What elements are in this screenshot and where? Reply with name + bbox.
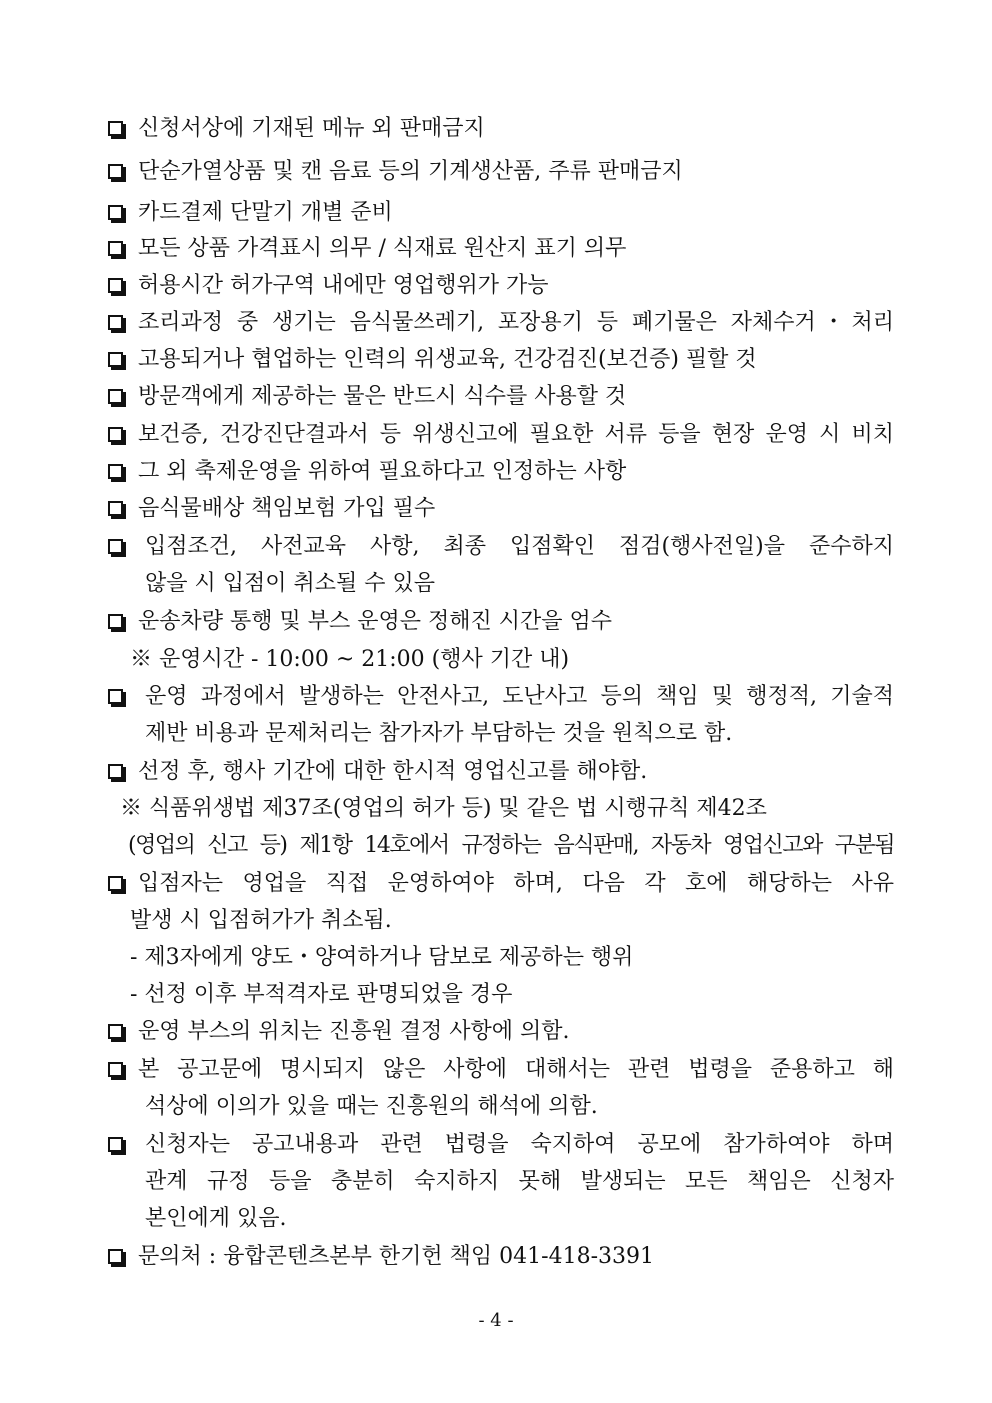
checkbox-bullet-icon (108, 427, 123, 442)
checkbox-bullet-icon (108, 614, 123, 629)
checkbox-bullet-icon (108, 1062, 123, 1077)
checkbox-bullet-icon (108, 501, 123, 516)
checkbox-bullet-icon (108, 121, 123, 136)
checkbox-bullet-icon (108, 764, 123, 779)
checkbox-bullet-icon (108, 539, 123, 554)
checkbox-bullet-icon (108, 389, 123, 404)
page-number: - 4 - (478, 1310, 514, 1331)
checkbox-bullet-icon (108, 876, 123, 891)
checkbox-bullet-icon (108, 164, 123, 179)
checkbox-bullet-icon (108, 278, 123, 293)
checkbox-bullet-icon (108, 205, 123, 220)
checkbox-bullet-icon (108, 689, 123, 704)
checkbox-bullet-icon (108, 1024, 123, 1039)
checkbox-bullet-icon (108, 1249, 123, 1264)
checkbox-bullet-icon (108, 352, 123, 367)
checkbox-bullet-icon (108, 315, 123, 330)
checkbox-bullet-icon (108, 464, 123, 479)
document-page: 신청서상에 기재된 메뉴 외 판매금지 단순가열상품 및 캔 음료 등의 기계생산품, 주류 판매금지 카드결제 단말기 개별 준비 모든 상품 가격표시 의무 / 식재료 원산지 표기 의무 허용시간 허가구역 내에만 영업행위가 가능 조리과정 중 생기는 음식물쓰레기, 포장용기 등 폐기물은 자체수거・처리 고용되거나 협업하는 인력의 위생교육, 건강검진(보건증) 필할 것 방문객에게 제공하는 물은 반드시 식수를 사용할 것 보건증, 건강진단결과서 등 위생신고에 필요한 서류 등을 현장 운영 시 비치 그 외 축제운영을 위하여 필요하다고 인정하는 사항 음식물배상 책임보험 가입 필수 입점조건, 사전교육 사항, 최종 입점확인 점검(행사전일)을 준수하지 않을 시 입점이 취소될 수 있음 운송차량 통행 및 부스 운영은 정해진 시간을 엄수 ※ 운영시간 - 10:00 ~ 21:00 (행사 기간 내) 운영 과정에서 발생하는 안전사고, 도난사고 등의 책임 및 행정적, 기술적 제반 비용과 문제처리는 참가자가 부담하는 것을 원칙으로 함. 선정 후, 행사 기간에 대한 한시적 영업신고를 해야함. ※ 식품위생법 제37조(영업의 허가 등) 및 같은 법 시행규칙 제42조 (영업의 신고 등) 제1항 14호에서 규정하는 음식판매, 자동차 영업신고와 구분됨 입점자는 영업을 직접 운영하여야 하며, 다음 각 호에 해당하는 사유 발생 시 입점허가가 취소됨. - 제3자에게 양도・양여하거나 담보로 제공하는 행위 - 선정 이후 부적격자로 판명되었을 경우 운영 부스의 위치는 진흥원 결정 사항에 의함. 본 공고문에 명시되지 않은 사항에 대해서는 관련 법령을 준용하고 해 석상에 이의가 있을 때는 진흥원의 해석에 의함. 신청자는 공고내용과 관련 법령을 숙지하여 공모에 참가하여야 하며 관계 규정 등을 충분히 숙지하지 못해 발생되는 모든 책임은 신청자 본인에게 있음. 문의처 : 융합콘텐츠본부 한기헌 책임 041-418-3391 - 4 - (0, 0, 992, 1403)
checkbox-bullet-icon (108, 241, 123, 256)
checkbox-bullet-icon (108, 1137, 123, 1152)
